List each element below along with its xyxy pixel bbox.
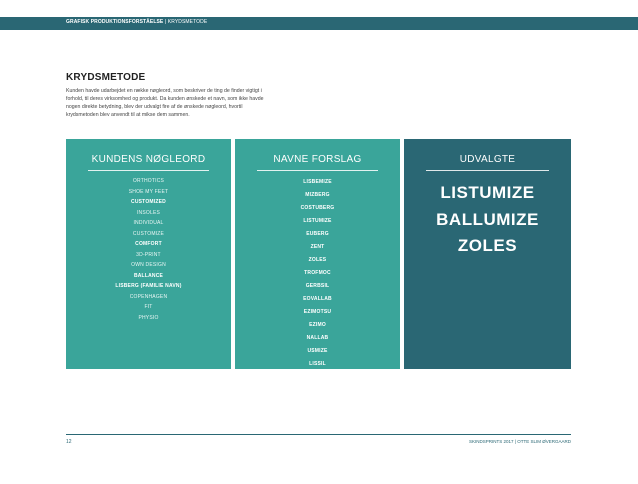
- keyword-item: 3D-PRINT: [136, 251, 161, 258]
- keyword-item: FIT: [144, 304, 153, 310]
- name-suggestion-item: LISSIL: [309, 361, 326, 367]
- selected-name-item: BALLUMIZE: [436, 209, 539, 229]
- name-suggestion-item: GERBSIL: [305, 283, 330, 289]
- breadcrumb-section: GRAFISK PRODUKTIONSFORSTÅELSE: [66, 19, 164, 25]
- suggestions-divider: [257, 170, 378, 171]
- suggestions-column: [235, 139, 400, 369]
- name-suggestion-item: EZIMO: [309, 322, 326, 328]
- breadcrumb-subsection: KRYDSMETODE: [167, 19, 208, 25]
- suggestions-heading: NAVNE FORSLAG: [273, 154, 362, 165]
- name-suggestion-item: LISTUMIZE: [303, 218, 332, 224]
- footer-credit: SKINDSPRINTS 2017 | OTTE SLIM ØVERGAARD: [469, 439, 571, 444]
- keyword-item: CUSTOMIZED: [131, 199, 166, 205]
- selected-divider: [426, 170, 549, 171]
- keywords-heading: KUNDENS NØGLEORD: [91, 154, 206, 165]
- footer-divider: [66, 434, 571, 435]
- name-suggestion-item: ZOLES: [308, 257, 327, 263]
- page-title: KRYDSMETODE: [66, 72, 146, 83]
- selected-name-item: ZOLES: [457, 236, 518, 255]
- page-number: 12: [66, 439, 72, 445]
- keywords-column: [66, 139, 231, 369]
- name-suggestion-item: USMIZE: [307, 348, 328, 354]
- keyword-item: LISBERG (FAMILIE NAVN): [115, 283, 182, 289]
- selected-column: [404, 139, 571, 369]
- keyword-item: CUSTOMIZE: [132, 230, 165, 237]
- name-suggestion-item: MIZBERG: [305, 192, 330, 198]
- selected-list: [404, 180, 571, 260]
- top-header-bar: [0, 17, 638, 30]
- keyword-item: BALLANCE: [133, 272, 164, 279]
- name-suggestion-item: TROFMOC: [304, 270, 331, 276]
- keyword-item: COMFORT: [135, 241, 162, 247]
- name-suggestion-item: COSTUBERG: [300, 205, 335, 211]
- breadcrumb-separator: |: [164, 19, 167, 25]
- suggestions-list: [235, 176, 400, 371]
- selected-name-item: LISTUMIZE: [440, 183, 535, 202]
- selected-heading: UDVALGTE: [459, 154, 516, 165]
- keyword-item: PHYSIO: [138, 314, 159, 321]
- keyword-item: COPENHAGEN: [129, 293, 168, 300]
- name-suggestion-item: LISBEMIZE: [303, 179, 332, 185]
- keywords-divider: [88, 170, 209, 171]
- breadcrumb: [66, 19, 207, 25]
- name-suggestion-item: EUBERG: [306, 231, 329, 237]
- keyword-item: INDIVIDUAL: [133, 220, 164, 226]
- keyword-item: SHOE MY FEET: [128, 188, 169, 195]
- keyword-item: OWN DESIGN: [131, 262, 166, 268]
- name-suggestion-item: EZIMOTSU: [303, 309, 332, 315]
- keyword-item: INSOLES: [136, 209, 161, 216]
- keywords-list: [66, 176, 231, 323]
- intro-paragraph: Kunden havde udarbejdet en række nøgleord, som beskriver de ting de finder vigtigt i forhold, til deres virksomhed og produkt. Da kunden ønskede et navn, som ikke havde nogen direkte betydning, blev der udvalgt fire af de ønskede nøgleord, hvortil krydsmetoden blev anvendt til at mikse dem sammen.: [66, 88, 264, 119]
- name-suggestion-item: NALLAB: [306, 335, 329, 341]
- name-suggestion-item: EOVALLAB: [303, 296, 332, 302]
- keyword-item: ORTHOTICS: [132, 178, 165, 184]
- name-suggestion-item: ZENT: [310, 244, 325, 250]
